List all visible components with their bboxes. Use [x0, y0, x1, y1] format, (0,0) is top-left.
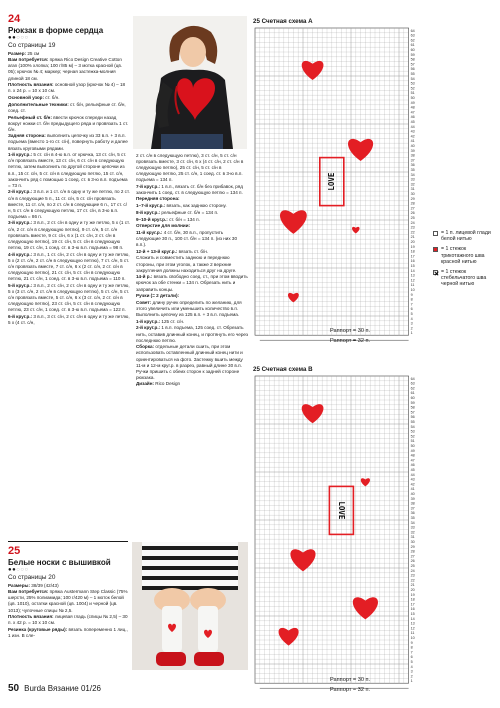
row-number: 47: [410, 110, 415, 115]
row-number: 40: [410, 144, 415, 149]
relief-para: Рельефный ст. б/н: ввести крючок спереди назад вокруг ножки ст. б/н предыдущего ряда и провязать 1 ст. б/н.: [8, 114, 129, 132]
assembly-para: Сборка: отдельные детали сшить, при этом использовать оставленный длинный конец нити и ориентироваться на фото. Застежку вшить между 11-м и 12-м круг.р. в разрез, равный длине 30 в.п. Ручки пришить с обеих сторон к задней стороне рюкзака.: [136, 344, 243, 380]
tip-para: Совет: длину ручек определить по желанию, для этого увеличить или уменьшить количество в.п. Выполнить цепочку из 125 в.п. + 3 в.п. подъема.: [136, 299, 242, 318]
row-number: 58: [410, 57, 415, 62]
front-round-1-7: 1–7-й круг.р.: вязать, как заднюю сторону.: [136, 203, 227, 209]
row-number: 23: [410, 225, 415, 230]
row-number: 55: [410, 420, 415, 425]
row-number: 26: [410, 211, 415, 216]
row-number: 11: [410, 631, 415, 636]
row-number: 42: [410, 134, 415, 139]
row-number: 64: [410, 376, 415, 381]
row-number: 20: [410, 588, 415, 593]
row-number: 6: [410, 655, 413, 660]
extra-techniques-para: Дополнительные техники: ст. б/н, рельефные ст. б/н, соед. ст.: [8, 101, 126, 113]
pattern-25-title: Белые носки с вышивкой: [8, 558, 111, 567]
text-motif-letters: LOVE: [337, 501, 346, 520]
row-number: 35: [410, 168, 415, 173]
rib-para: Резинка (круговые ряды): вязать попеременно 1 лиц., 1 изн. В сле-: [8, 627, 128, 639]
row-number: 2: [410, 326, 413, 331]
size-para: Размер: 25 см: [8, 50, 40, 56]
row-number: 36: [410, 511, 415, 516]
row-number: 58: [410, 405, 415, 410]
row-number: 48: [410, 453, 415, 458]
difficulty-rating-25: [8, 567, 130, 574]
row-number: 59: [410, 52, 415, 57]
row-number: 61: [410, 391, 415, 396]
row-number: 7: [410, 302, 413, 307]
row-number: 17: [410, 254, 415, 259]
row-number: 36: [410, 163, 415, 168]
row-number: 39: [410, 148, 415, 153]
row-number: 48: [410, 105, 415, 110]
materials-25-para: Вам потребуется: пряжа Austermann Step Classic (75% шерсти, 25% полиамида; 100 г/420 м) – 1 моток белой (цв. 1010), остатки красной (цв. 1004) и черной (цв. 1013); чулочные спицы № 2,5.: [8, 589, 128, 613]
back-side-para: Задняя сторона: выполнить цепочку из 33 в.п. + 3 в.п. подъема (вместо 1-го ст. с/н), повернуть работу и далее вязать круговыми рядами.: [8, 133, 128, 151]
row-number: 21: [410, 235, 415, 240]
row-number: 11: [410, 283, 415, 288]
sizes-para: Размеры: 38/39 (42/43): [8, 582, 59, 588]
chart-legend: [433, 230, 499, 292]
row-number: 44: [410, 124, 415, 129]
row-number: 60: [410, 48, 415, 53]
row-number: 3: [410, 321, 413, 326]
page-footer: [8, 684, 101, 694]
row-number: 45: [410, 468, 415, 473]
row-number: 12: [410, 626, 415, 631]
row-number: 55: [410, 72, 415, 77]
row-number: 50: [410, 96, 415, 101]
row-number: 37: [410, 158, 415, 163]
row-number: 4: [410, 316, 413, 321]
row-number: 29: [410, 544, 415, 549]
row-number: 35: [410, 516, 415, 521]
round-6-para: 6-й круг.р.: 3 в.п., 3 ст. с/н, 2 ст. с/н в одну и ту же петлю, 5 х (4 ст. с/н,: [8, 313, 130, 325]
pattern-24-title: Рюкзак в форме сердца: [8, 26, 104, 35]
pattern-24-column: [8, 14, 130, 326]
round-14-para: 14-й р.: вязать свободно соед. ст., при этом вводить крючок за обе стенки = 134 п. Обрезать нить и заправить концы.: [136, 274, 248, 292]
chart-b-rapport-32: Раппорт = 32 п.: [330, 687, 371, 693]
row-number: 39: [410, 496, 415, 501]
pattern-24-column-2: [136, 152, 248, 388]
row-number: 31: [410, 535, 415, 540]
row-number: 43: [410, 129, 415, 134]
row-number: 26: [410, 559, 415, 564]
row-number: 17: [410, 602, 415, 607]
white-square-icon: [433, 231, 438, 236]
row-number: 2: [410, 674, 413, 679]
row-number: 20: [410, 240, 415, 245]
row-number: 13: [410, 621, 415, 626]
row-number: 54: [410, 76, 415, 81]
row-number: 9: [410, 292, 413, 297]
section-divider: [8, 541, 128, 542]
zip-opening-heading: Отверстие для молнии:: [136, 223, 191, 229]
row-number: 9: [410, 640, 413, 645]
row-number: 31: [410, 187, 415, 192]
chart-a-title: 25 Счетная схема А: [253, 18, 313, 25]
front-round-8: 8-й круг.р.: рельефные ст. б/н = 134 п.: [136, 209, 219, 215]
row-number: 24: [410, 220, 415, 225]
chart-b-title: 25 Счетная схема В: [253, 366, 313, 373]
row-number: 24: [410, 568, 415, 573]
row-number: 47: [410, 458, 415, 463]
front-side-heading: Передняя сторона:: [136, 196, 180, 202]
row-number: 15: [410, 612, 415, 617]
backpack-photo-illustration: [133, 16, 247, 149]
row-number: 25: [410, 564, 415, 569]
legend-item-black: = 1 стежок стебельчатого шва черной нитью: [433, 269, 499, 288]
row-number: 38: [410, 153, 415, 158]
row-number: 49: [410, 448, 415, 453]
strap-round-1: 1-й круг.р.: 125 ст. с/н.: [136, 318, 185, 324]
row-number: 32: [410, 530, 415, 535]
row-number: 34: [410, 520, 415, 525]
chart-b-grid: [253, 375, 431, 691]
pattern-25-pages: Со страницы 20: [8, 574, 56, 581]
row-number: 38: [410, 501, 415, 506]
cross-stitch-icon: [433, 270, 438, 275]
row-number: 27: [410, 206, 415, 211]
row-number: 19: [410, 244, 415, 249]
row-number: 16: [410, 259, 415, 264]
gauge-25-para: Плотность вязания: лицевая гладь (спицы № 2,5) – 30 п. х 42 р. = 10 х 10 см.: [8, 614, 128, 626]
row-number: 54: [410, 424, 415, 429]
row-number: 61: [410, 43, 415, 48]
row-number: 8: [410, 645, 413, 650]
row-number: 62: [410, 386, 415, 391]
row-number: 10: [410, 288, 415, 293]
row-number: 53: [410, 81, 415, 86]
legend-item-red: = 1 стежок трикотажного шва красной нитью: [433, 246, 499, 265]
row-number: 22: [410, 230, 415, 235]
difficulty-empty-25: ○○○: [16, 567, 29, 573]
magazine-issue: Burda Вязание 01/26: [24, 684, 101, 693]
row-number: 43: [410, 477, 415, 482]
row-number: 51: [410, 439, 415, 444]
row-number: 57: [410, 410, 415, 415]
row-number: 5: [410, 312, 413, 317]
round-2-para: 2-й круг.р.: 3 в.п. и 1 ст. с/н в одну и ту же петлю, по 2 ст. с/н в следующие 5 п., 11 ст. с/н, 5 ст. с/н провязать вместе, 11 ст. с/н, по 2 ст. с/н в следующие 6 п., 17 ст. с/н, 5 ст. с/н в следующую петлю, 17 ст. с/н, в 3-ю в.п. подъема = 86 п.: [8, 189, 130, 219]
row-number: 59: [410, 400, 415, 405]
round-3-para: 3-й круг.р.: 3 в.п., 2 ст. с/н в одну и ту же петлю, 5 х (1 ст. с/н, 2 ст. с/н в следующую петлю), 9 ст. с/н, 5 ст. с/н провязать вместе, 9 ст. с/н, 6 х (1 ст. с/н, 2 ст. с/н в следующую петлю), 19 ст. с/н, 5 ст. с/н в следующую петлю, 19 ст. с/н, 1 соед. ст. в 3-ю в.п. подъема = 98 п.: [8, 220, 130, 250]
row-number: 23: [410, 573, 415, 578]
round-12-13-para: 12-й + 13-й круг.р.: вязать ст. б/н.: [136, 248, 209, 254]
row-number: 6: [410, 307, 413, 312]
row-number: 27: [410, 554, 415, 559]
row-number: 30: [410, 540, 415, 545]
straps-heading: Ручки (= 2 детали):: [136, 293, 180, 299]
page-number: 50: [8, 683, 20, 694]
front-round-9-10: 9–10-й круг.р.: ст. б/н = 134 п.: [136, 216, 200, 222]
row-number: 18: [410, 597, 415, 602]
materials-para: Вам потребуется: пряжа Rico Design Creative Cotton aran (100% хлопка; 100 г/85 м) – 3 мотка красной (цв. 05); крючок № 4; маркер; черная застежка-молния длиной 18 см.: [8, 57, 123, 81]
row-number: 28: [410, 201, 415, 206]
row-number: 50: [410, 444, 415, 449]
row-number: 29: [410, 196, 415, 201]
row-number: 46: [410, 115, 415, 120]
chart-a-grid: [253, 27, 431, 343]
row-number: 8: [410, 297, 413, 302]
row-number: 30: [410, 192, 415, 197]
strap-round-2: 2-й круг.р.: 1 в.п. подъема, 125 соед. ст. Обрезать нить, оставив длинный конец, и протянуть его через последнюю петлю.: [136, 325, 248, 343]
socks-photo: [132, 542, 248, 670]
row-number: 56: [410, 415, 415, 420]
pattern-24-pages: Со страницы 19: [8, 42, 56, 49]
row-number: 63: [410, 381, 415, 386]
difficulty-filled: ●●: [8, 35, 17, 41]
row-number: 40: [410, 492, 415, 497]
row-number: 32: [410, 182, 415, 187]
row-number: 41: [410, 139, 415, 144]
backpack-photo: [133, 16, 247, 149]
round-11-para: 11-й круг.р.: 4 ст. б/н, 30 в.п., пропустить следующие 30 п., 100 ст. б/н = 134 п. (из них 30 в.п.).: [136, 229, 238, 248]
row-number: 52: [410, 86, 415, 91]
round-6-continued: 2 ст. с/н в следующую петлю), 3 ст. с/н, 5 ст. с/н провязать вместе, 3 ст. с/н, 6 х (4 ст. с/н, 2 ст. с/н в следующую петлю), 25 ст. с/н, 5 ст. с/н в следующую петлю, 25 ст. с/н, 1 соед. ст. в 3-ю в.п. подъема = 134 п.: [136, 152, 244, 182]
difficulty-filled-25: ●●: [8, 567, 17, 573]
mainpattern-para: Основной узор: ст. б/н.: [8, 95, 60, 101]
row-number: 52: [410, 434, 415, 439]
row-number: 56: [410, 67, 415, 72]
row-number: 46: [410, 463, 415, 468]
assemble-para: Сложить и совместить заднюю и переднюю стороны, при этом уголок, а также 2 верхние закругления должны находиться друг на друге.: [136, 255, 237, 273]
row-number: 37: [410, 506, 415, 511]
red-square-icon: [433, 247, 438, 252]
pattern-25-number: 25: [8, 545, 21, 557]
pattern-24-number: 24: [8, 13, 21, 25]
row-number: 16: [410, 607, 415, 612]
difficulty-rating: [8, 35, 130, 42]
row-number: 15: [410, 264, 415, 269]
row-number: 53: [410, 429, 415, 434]
row-number: 34: [410, 172, 415, 177]
chart-b-rapport-30: Раппорт = 30 п.: [330, 677, 371, 683]
row-number: 49: [410, 100, 415, 105]
chart-a-rapport-30: Раппорт = 30 п.: [330, 328, 371, 334]
row-number: 14: [410, 616, 415, 621]
row-number: 19: [410, 592, 415, 597]
legend-item-white: = 1 п. лицевой глади белой нитью: [433, 230, 499, 242]
difficulty-empty: ○○○: [16, 35, 29, 41]
row-number: 14: [410, 268, 415, 273]
row-number: 10: [410, 636, 415, 641]
socks-photo-illustration: [132, 542, 248, 670]
row-number: 57: [410, 62, 415, 67]
row-number: 64: [410, 28, 415, 33]
row-number: 22: [410, 578, 415, 583]
row-number: 60: [410, 396, 415, 401]
row-number: 5: [410, 660, 413, 665]
row-number: 45: [410, 120, 415, 125]
row-number: 3: [410, 669, 413, 674]
pattern-25-column: [8, 546, 130, 639]
text-motif-letters: LOVE: [327, 172, 337, 191]
round-4-para: 4-й круг.р.: 3 в.п., 1 ст. с/н, 2 ст. с/н в одну и ту же петлю, 5 х (2 ст. с/н, 2 ст. с/н в следующую петлю), 7 ст. с/н, 5 ст. с/н провязать вместе, 7 ст. с/н, 6 х (2 ст. с/н, 2 ст. с/н в следующую петлю), 21 ст. с/н, 5 ст. с/н в следующую петлю, 21 ст. с/н, 1 соед. ст. в 3-ю в.п. подъема = 110 п.: [8, 251, 130, 281]
row-number: 63: [410, 33, 415, 38]
row-number: 12: [410, 278, 415, 283]
row-number: 28: [410, 549, 415, 554]
row-number: 41: [410, 487, 415, 492]
row-number: 44: [410, 472, 415, 477]
round-7-para: 7-й круг.р.: 1 в.п., вязать ст. б/н без прибавок, ряд закончить 1 соед. ст. в следующую петлю = 134 п.: [136, 183, 243, 195]
row-number: 1: [410, 679, 413, 684]
round-1-para: 1-й круг.р.: 5 ст. с/н в 4-ю в.п. от крючка, 13 ст. с/н, 5 ст. с/н провязать вместе, 13 ст. с/н, 6 ст. с/н в следующую петлю, затем выполнить по другой стороне цепочки из в.п., 15 ст. с/н, 5 ст. с/н в следующую петлю, 15 ст. с/н, закончить ряд с помощью 1 соед. ст. в 3-ю в.п. подъема = 73 п.: [8, 152, 128, 188]
row-number: 7: [410, 650, 413, 655]
row-number: 18: [410, 249, 415, 254]
row-number: 13: [410, 273, 415, 278]
round-5-para: 5-й круг.р.: 3 в.п., 2 ст. с/н, 2 ст. с/н в одну и ту же петлю, 5 х (3 ст. с/н, 2 ст. с/н в следующую петлю), 5 ст. с/н, 5 ст. с/н провязать вместе, 5 ст. с/н, 6 х (3 ст. с/н, 2 ст. с/н в следующую петлю), 23 ст. с/н, 5 ст. с/н в следующую петлю, 23 ст. с/н, 1 соед. ст. в 3-ю в.п. подъема = 122 п.: [8, 282, 130, 312]
chart-a-rapport-32: Раппорт = 32 п.: [330, 338, 371, 344]
row-number: 62: [410, 38, 415, 43]
gauge-para: Плотность вязания: основной узор (крючок № 4) – 18 п. х 24 р. = 10 х 10 см.: [8, 82, 126, 94]
row-number: 4: [410, 664, 413, 669]
design-credit: Дизайн: Rico Design: [136, 381, 181, 387]
row-number: 33: [410, 525, 415, 530]
row-number: 25: [410, 216, 415, 221]
row-number: 1: [410, 331, 413, 336]
row-number: 51: [410, 91, 415, 96]
row-number: 21: [410, 583, 415, 588]
row-number: 33: [410, 177, 415, 182]
row-number: 42: [410, 482, 415, 487]
